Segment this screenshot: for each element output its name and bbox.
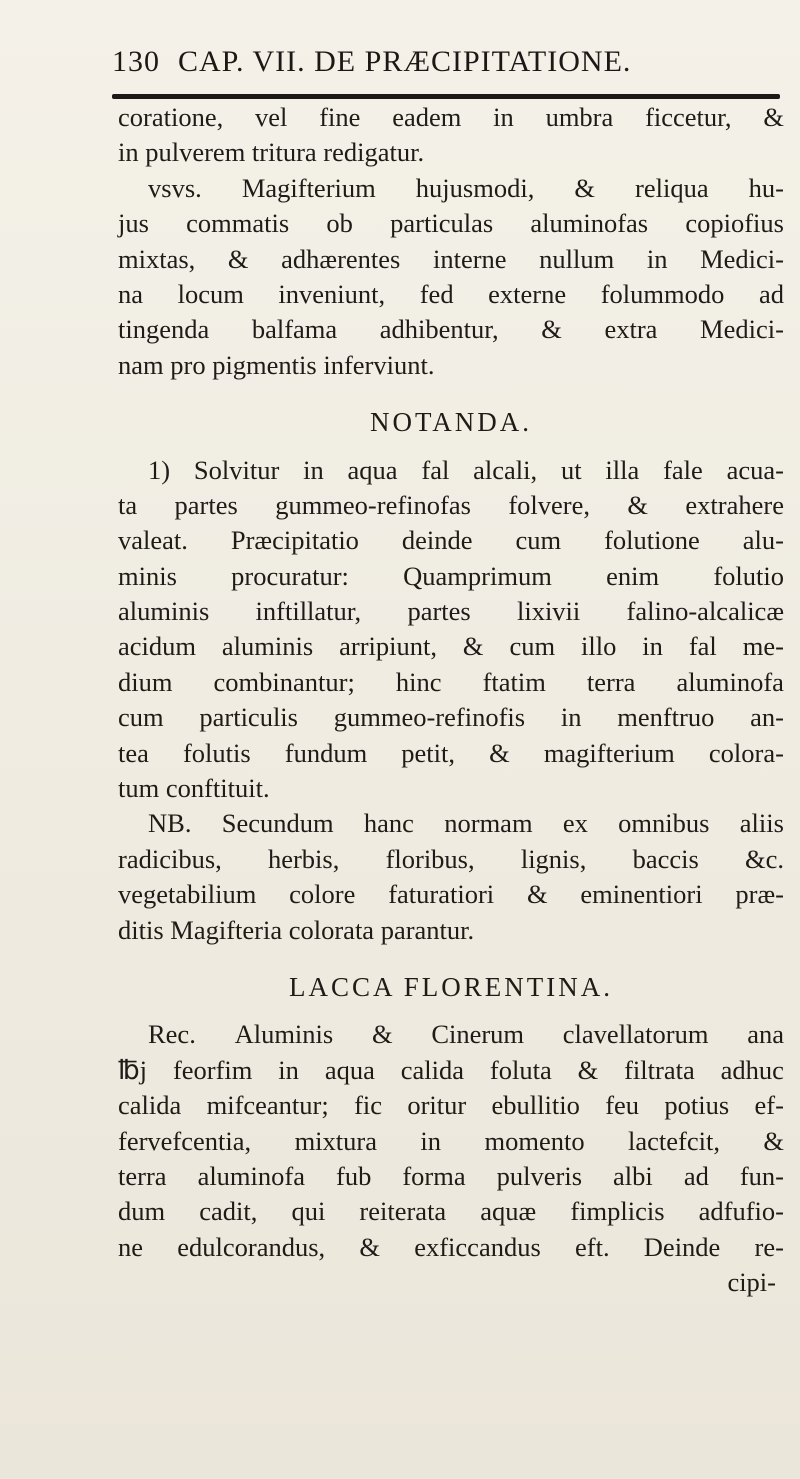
word: Secundum	[221, 808, 334, 839]
word: na	[118, 278, 144, 309]
text-line	[118, 736, 784, 771]
word: dium	[118, 666, 173, 697]
section-heading: LACCA FLORENTINA.	[288, 971, 613, 1002]
chapter-title: CAP. VII. DE PRÆCIPITATIONE.	[178, 45, 632, 78]
word: tingenda	[118, 314, 210, 345]
word: hanc	[363, 808, 414, 839]
word: &	[359, 1231, 380, 1262]
text-line	[118, 806, 784, 841]
word: fine	[319, 102, 361, 132]
word: aluminis	[118, 596, 210, 627]
word: me-	[742, 631, 784, 662]
word: eminentiori	[580, 879, 703, 910]
text-line	[118, 1230, 784, 1265]
word: aluminofas	[530, 208, 649, 239]
word: Aluminis	[234, 1019, 334, 1050]
word: ficcetur,	[645, 102, 732, 132]
word: Cinerum	[431, 1019, 525, 1050]
word: extra	[604, 314, 658, 345]
text-line	[118, 1124, 784, 1159]
main-text	[118, 100, 784, 1301]
word: in	[560, 702, 582, 733]
word: illa	[605, 454, 640, 485]
word: vsvs.	[148, 172, 202, 203]
word: vegetabilium	[118, 879, 257, 910]
word: oritur	[407, 1090, 467, 1121]
word: &c.	[744, 843, 784, 874]
word: momento	[484, 1125, 585, 1156]
word: adfufio-	[698, 1196, 784, 1227]
word: fervefcentia,	[118, 1125, 252, 1156]
word: Deinde	[643, 1231, 721, 1262]
word: pulveris	[496, 1160, 583, 1191]
word: inveniunt,	[278, 278, 386, 309]
word: interne	[432, 243, 507, 274]
word: nullum	[539, 243, 615, 274]
word: eadem	[392, 102, 462, 132]
word: colore	[289, 879, 356, 910]
word: fundum	[284, 737, 368, 768]
word: adhuc	[720, 1054, 784, 1085]
word: baccis	[632, 843, 699, 874]
word: mixtas,	[118, 243, 196, 274]
word: arripiunt,	[339, 631, 437, 662]
word: ad	[683, 1160, 709, 1191]
word: qui	[291, 1196, 326, 1227]
word: normam	[444, 808, 533, 839]
word: partes	[174, 489, 238, 520]
word: vel	[255, 102, 288, 132]
text-line	[118, 1159, 784, 1194]
word: omnibus	[618, 808, 710, 839]
running-head	[112, 42, 732, 82]
word: folutione	[604, 525, 700, 556]
word: ob	[326, 208, 353, 239]
word: particulas	[390, 208, 494, 239]
word: hu-	[748, 172, 784, 203]
word: acidum	[118, 631, 196, 662]
word: in	[420, 1125, 442, 1156]
word: &	[763, 1125, 784, 1156]
word: hinc	[395, 666, 442, 697]
word: alcali,	[473, 454, 538, 485]
word: &	[526, 879, 548, 910]
word: cum	[118, 702, 164, 733]
text-line	[118, 523, 784, 558]
word: potius	[664, 1090, 730, 1121]
word: ne	[118, 1231, 144, 1262]
word: petit,	[401, 737, 456, 768]
word: lignis,	[520, 843, 587, 874]
word: inftillatur,	[255, 596, 362, 627]
word: ut	[560, 454, 582, 485]
word: in	[493, 102, 514, 132]
text-line	[118, 1017, 784, 1052]
word: in	[303, 454, 324, 485]
word: ad	[758, 278, 784, 309]
text-line	[118, 700, 784, 735]
word: gummeo-refinofis	[333, 702, 526, 733]
text-line	[118, 629, 784, 664]
text-line	[118, 842, 784, 877]
word: cum	[509, 631, 556, 662]
text-line	[118, 171, 784, 206]
word: enim	[606, 560, 660, 591]
word: dum	[118, 1196, 166, 1227]
word: ℔j	[118, 1054, 148, 1085]
text-line	[118, 242, 784, 277]
word: clavellatorum	[562, 1019, 709, 1050]
word: aliis	[739, 808, 784, 839]
word: adhærentes	[281, 243, 401, 274]
word: terra	[586, 666, 636, 697]
word: menftruo	[617, 702, 715, 733]
word: mifceantur;	[206, 1090, 329, 1121]
word: cum	[515, 525, 562, 556]
text-line	[118, 312, 784, 347]
word: ftatim	[482, 666, 546, 697]
word: partes	[407, 596, 471, 627]
word: eft.	[575, 1231, 610, 1262]
text-line: nam pro pigmentis inferviunt.	[118, 349, 435, 380]
text-line	[118, 277, 784, 312]
word: minis	[118, 560, 177, 591]
word: exficcandus	[414, 1231, 541, 1262]
word: &	[489, 737, 510, 768]
word: fic	[354, 1090, 383, 1121]
word: Quamprimum	[403, 560, 552, 591]
word: gummeo-refinofas	[275, 489, 471, 520]
word: forma	[402, 1160, 466, 1191]
text-line: tum conftituit.	[118, 773, 270, 804]
word: ebullitio	[491, 1090, 580, 1121]
text-line	[118, 488, 784, 523]
word: valeat.	[118, 525, 188, 556]
word: folummodo	[600, 278, 725, 309]
word: fimplicis	[570, 1196, 665, 1227]
word: adhibentur,	[379, 314, 499, 345]
word: Medici-	[700, 314, 784, 345]
word: floribus,	[385, 843, 475, 874]
word: ex	[562, 808, 588, 839]
word: aluminis	[221, 631, 314, 662]
word: deinde	[401, 525, 473, 556]
word: alu-	[742, 525, 784, 556]
word: &	[574, 172, 595, 203]
word: foluta	[489, 1054, 552, 1085]
word: acua-	[726, 454, 784, 485]
text-line	[118, 1053, 784, 1088]
word: lactefcit,	[628, 1125, 720, 1156]
word: jus	[118, 208, 149, 239]
page-number: 130	[112, 45, 160, 78]
word: lixivii	[516, 596, 581, 627]
text-line	[118, 665, 784, 700]
word: folvere,	[508, 489, 590, 520]
header-rule	[112, 94, 780, 99]
word: folutis	[182, 737, 251, 768]
word: balfama	[251, 314, 338, 345]
word: fub	[336, 1160, 372, 1191]
word: &	[227, 243, 249, 274]
word: aluminofa	[197, 1160, 305, 1191]
word: feorfim	[172, 1054, 253, 1085]
text-line	[118, 877, 784, 912]
text-line	[118, 1088, 784, 1123]
catchword: cipi-	[727, 1267, 776, 1298]
word: mixtura	[294, 1125, 377, 1156]
word: radicibus,	[118, 843, 222, 874]
word: ana	[747, 1019, 784, 1050]
word: coratione,	[118, 102, 224, 132]
word: umbra	[545, 102, 614, 132]
word: aluminofa	[676, 666, 784, 697]
word: fal	[421, 454, 450, 485]
text-line: ditis Magifteria colorata parantur.	[118, 914, 475, 945]
word: calida	[118, 1090, 182, 1121]
word: aqua	[347, 454, 398, 485]
text-line	[118, 559, 784, 594]
word: in	[642, 631, 663, 662]
word: particulis	[199, 702, 298, 733]
word: Medici-	[700, 243, 784, 274]
word: edulcorandus,	[177, 1231, 326, 1262]
word: Rec.	[148, 1019, 196, 1050]
word: herbis,	[267, 843, 340, 874]
word: commatis	[186, 208, 290, 239]
word: extrahere	[685, 489, 784, 520]
word: &	[541, 314, 562, 345]
word: an-	[750, 702, 784, 733]
word: &	[371, 1019, 393, 1050]
word: ta	[118, 489, 138, 520]
word: reliqua	[635, 172, 709, 203]
text-line: in pulverem tritura redigatur.	[118, 137, 425, 168]
word: præ-	[735, 879, 784, 910]
word: externe	[488, 278, 567, 309]
word: magifterium	[543, 737, 675, 768]
word: aqua	[324, 1054, 375, 1085]
word: 1)	[148, 454, 171, 485]
word: aquæ	[480, 1196, 537, 1227]
word: procuratur:	[231, 560, 349, 591]
word: filtrata	[624, 1054, 695, 1085]
text-line	[118, 594, 784, 629]
word: tea	[118, 737, 149, 768]
word: colora-	[708, 737, 784, 768]
word: &	[577, 1054, 599, 1085]
word: fal	[688, 631, 717, 662]
word: fed	[419, 278, 454, 309]
word: &	[462, 631, 484, 662]
word: fun-	[739, 1160, 784, 1191]
word: feu	[605, 1090, 640, 1121]
word: faturatiori	[388, 879, 495, 910]
word: in	[646, 243, 668, 274]
text-line	[118, 453, 784, 488]
word: &	[763, 102, 784, 132]
word: terra	[118, 1160, 167, 1191]
word: combinantur;	[213, 666, 355, 697]
word: in	[278, 1054, 299, 1085]
text-line	[118, 100, 784, 135]
word: copiofius	[685, 208, 784, 239]
word: Magifterium	[241, 172, 376, 203]
word: hujusmodi,	[415, 172, 535, 203]
word: NB.	[148, 808, 192, 839]
word: Solvitur	[193, 454, 280, 485]
word: falino-alcalicæ	[626, 596, 784, 627]
word: re-	[754, 1231, 784, 1262]
word: ef-	[754, 1090, 784, 1121]
word: cadit,	[199, 1196, 258, 1227]
text-line	[118, 206, 784, 241]
word: reiterata	[359, 1196, 447, 1227]
word: illo	[581, 631, 617, 662]
text-line	[118, 1194, 784, 1229]
word: &	[627, 489, 649, 520]
word: calida	[400, 1054, 464, 1085]
word: folutio	[713, 560, 784, 591]
word: Præcipitatio	[230, 525, 359, 556]
word: albi	[613, 1160, 653, 1191]
word: locum	[177, 278, 244, 309]
section-heading: NOTANDA.	[369, 407, 533, 438]
word: fale	[663, 454, 703, 485]
